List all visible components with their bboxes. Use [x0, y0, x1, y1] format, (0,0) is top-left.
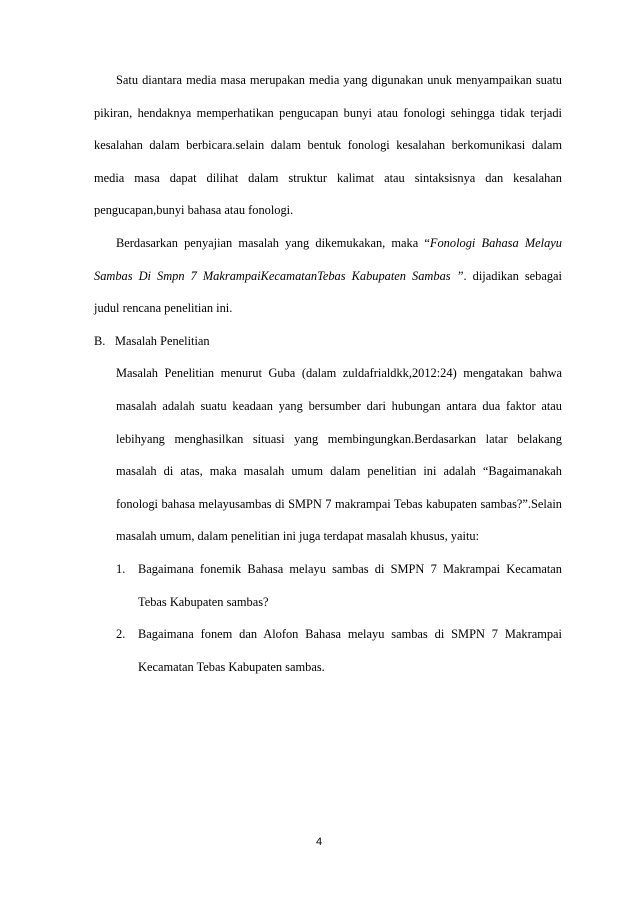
page-number: 4 [315, 836, 323, 848]
list-item-text: Bagaimana fonemik Bahasa melayu sambas di SMPN 7 Makrampai Kecamatan Tebas Kabupaten sambas? [138, 561, 562, 609]
research-questions-list [116, 553, 562, 683]
section-b-title: Masalah Penelitian [115, 333, 210, 348]
title-statement-lead: Berdasarkan penyajian masalah yang dikemukakan, maka “ [116, 235, 430, 250]
title-statement-tail: . dijadikan sebagai judul rencana penelitian ini. [94, 268, 562, 316]
list-item-text: Bagaimana fonem dan Alofon Bahasa melayu sambas di SMPN 7 Makrampai Kecamatan Tebas Kabupaten sambas. [138, 627, 562, 674]
section-b-body: Masalah Penelitian menurut Guba (dalam zuldafrialdkk,2012:24) mengatakan bahwa masalah adalah suatu keadaan yang bersumber dari hubungan antara dua faktor atau lebihyang menghasilkan situasi yang membingungkan.Berdasarkan latar belakang masalah di atas, maka masalah umum dalam penelitian ini adalah “Bagaimanakah fonologi bahasa melayusambas di SMPN 7 makrampai Tebas kabupaten sambas?”.Selain masalah umum, dalam penelitian ini juga terdapat masalah khusus, yaitu: [116, 366, 562, 544]
list-item-number: 2. [116, 627, 126, 642]
list-item-number: 1. [116, 561, 126, 576]
list-item [116, 618, 562, 683]
paragraph-title-statement [94, 227, 562, 325]
research-title: Fonologi Bahasa Melayu Sambas Di Smpn 7 MakrampaiKecamatanTebas Kabupaten Sambas ” [94, 235, 562, 283]
body-text [94, 64, 562, 683]
paragraph-intro: Satu diantara media masa merupakan media yang digunakan unuk menyampaikan suatu pikiran, hendaknya memperhatikan pengucapan bunyi atau fonologi sehingga tidak terjadi kesalahan dalam berbicara.selain dalam bentuk fonologi kesalahan berkomunikasi dalam media masa dapat dilihat dalam struktur kalimat atau sintaksisnya dan kesalahan pengucapan,bunyi bahasa atau fonologi. [94, 73, 562, 218]
section-b-heading [94, 325, 562, 358]
list-item [116, 553, 562, 618]
section-b-letter: B. [94, 333, 106, 348]
